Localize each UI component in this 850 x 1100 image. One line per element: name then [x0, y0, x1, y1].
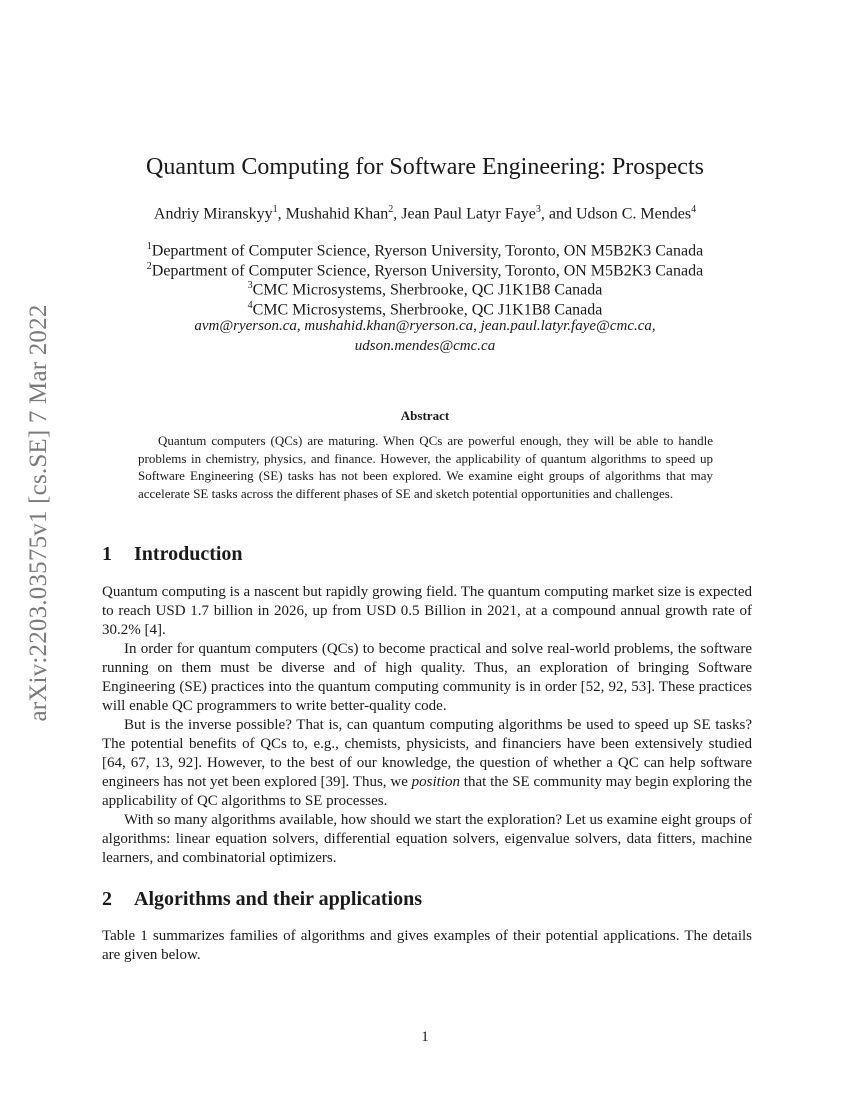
affiliation-text: CMC Microsystems, Sherbrooke, QC J1K1B8 Canada — [252, 301, 603, 319]
author-sup: 1 — [272, 204, 278, 215]
affiliation-text: CMC Microsystems, Sherbrooke, QC J1K1B8 Canada — [252, 281, 603, 299]
paragraph-text: But is the inverse possible? That is, can quantum computing algorithms be used to speed up SE tasks? The potential benefits of QCs to, e.g., chemists, physicists, and financiers have been extensively studied [64, 67, 13, 92]. However, to the best of our knowledge, the question of whether a QC can help software engineers has not yet been explored [39]. Thus, we — [102, 717, 752, 790]
abstract-heading: Abstract — [400, 408, 450, 423]
section-number: 1 — [102, 543, 112, 565]
introduction-body — [102, 583, 752, 868]
email-line-2: udson.mendes@cmc.ca — [354, 338, 496, 354]
author-name: Jean Paul Latyr Faye — [401, 205, 536, 223]
author-name: Mushahid Khan — [285, 205, 389, 223]
emphasis-text: position — [411, 774, 460, 790]
paragraph: In order for quantum computers (QCs) to become practical and solve real-world problems, the software running on them must be diverse and of high quality. Thus, an exploration of bringing Software Engineering (SE) practices into the quantum computing community is in order [52, 92, 53]. These practices will enable QC programmers to write better-quality code. — [102, 641, 752, 714]
author-sup: 3 — [535, 204, 541, 215]
paragraph-text: that the SE community may begin exploring the applicability of QC algorithms to SE processes. — [102, 774, 752, 809]
affiliation-sup: 4 — [247, 300, 253, 311]
author-sup: 4 — [691, 204, 697, 215]
paragraph: With so many algorithms available, how should we start the exploration? Let us examine eight groups of algorithms: linear equation solvers, differential equation solvers, eigenvalue solvers, data fitters, machine learners, and combinatorial optimizers. — [102, 812, 753, 866]
section-title: Introduction — [134, 543, 243, 565]
paragraph: Table 1 summarizes families of algorithms and gives examples of their potential applications. The details are given below. — [102, 928, 752, 963]
section-number: 2 — [102, 888, 112, 910]
author-name: Udson C. Mendes — [575, 205, 692, 223]
author-separator: , — [277, 205, 286, 223]
affiliation-text: Department of Computer Science, Ryerson University, Toronto, ON M5B2K3 Canada — [151, 242, 704, 260]
affiliation-text: Department of Computer Science, Ryerson University, Toronto, ON M5B2K3 Canada — [151, 262, 704, 280]
affiliation-sup: 2 — [146, 261, 152, 272]
paper-title: Quantum Computing for Software Engineering: Prospects — [146, 154, 704, 180]
paragraph: Quantum computing is a nascent but rapidly growing field. The quantum computing market size is expected to reach USD 1.7 billion in 2026, up from USD 0.5 Billion in 2021, at a compound annual growth rate of 30.2% [4]. — [102, 584, 752, 638]
author-name: Andriy Miranskyy — [153, 205, 273, 223]
page-number: 1 — [421, 1029, 429, 1045]
abstract-text: Quantum computers (QCs) are maturing. When QCs are powerful enough, they will be able to handle problems in chemistry, physics, and finance. However, the applicability of quantum algorithms to speed up Software Engineering (SE) tasks has not been explored. We examine eight groups of algorithms that may accelerate SE tasks across the different phases of SE and sketch potential opportunities and challenges. — [138, 433, 713, 501]
section-heading-algorithms — [102, 888, 422, 911]
section-heading-introduction — [102, 543, 243, 566]
email-line-1: avm@ryerson.ca, mushahid.khan@ryerson.ca, jean.paul.latyr.faye@cmc.ca, — [194, 318, 656, 334]
section-title: Algorithms and their applications — [134, 888, 422, 910]
author-sup: 2 — [388, 204, 394, 215]
author-list — [0, 204, 850, 223]
arxiv-id: arXiv:2203.03575v1 [cs.SE] 7 Mar 2022 — [25, 304, 52, 722]
affiliation-sup: 1 — [146, 241, 152, 252]
paragraph — [102, 716, 752, 811]
author-separator: , and — [540, 205, 576, 223]
author-separator: , — [393, 205, 402, 223]
author-emails — [0, 316, 850, 356]
algorithms-body — [102, 927, 752, 965]
affiliation-sup: 3 — [247, 280, 253, 291]
